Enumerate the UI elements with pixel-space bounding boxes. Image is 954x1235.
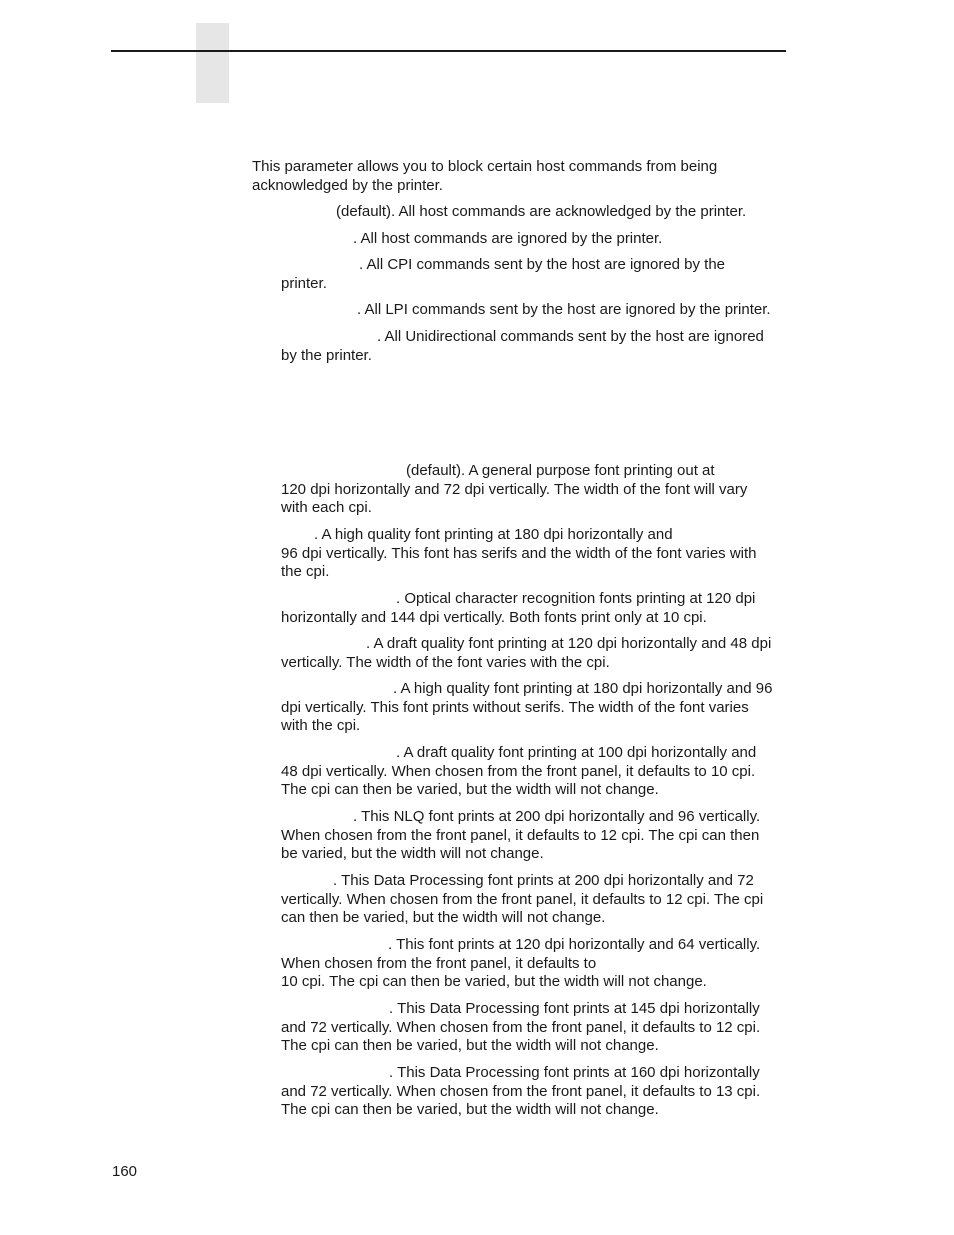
option-line: and 72 vertically. When chosen from the front panel, it defaults to 12 cpi. xyxy=(281,1018,761,1036)
option-line: . This Data Processing font prints at 200 dpi horizontally and 72 xyxy=(333,872,754,889)
chapter-tab xyxy=(196,23,229,103)
option-line: vertically. The width of the font varies with the cpi. xyxy=(281,653,610,671)
font-option xyxy=(281,590,755,627)
option-line: vertically. When chosen from the front panel, it defaults to 12 cpi. The cpi xyxy=(281,890,764,908)
option-line: 96 dpi vertically. This font has serifs and the width of the font varies with xyxy=(281,544,757,562)
header-rule xyxy=(111,50,786,52)
font-option xyxy=(281,462,747,518)
option-line: . This Data Processing font prints at 145 dpi horizontally xyxy=(389,1000,760,1017)
font-option xyxy=(281,872,763,928)
option-line: . This Data Processing font prints at 160 dpi horizontally xyxy=(389,1064,760,1081)
intro-line: acknowledged by the printer. xyxy=(252,176,443,194)
option-line: . Optical character recognition fonts printing at 120 dpi xyxy=(396,590,756,607)
option-line: by the printer. xyxy=(281,346,372,364)
option-line: and 72 vertically. When chosen from the front panel, it defaults to 13 cpi. xyxy=(281,1082,761,1100)
option-line: with the cpi. xyxy=(281,717,361,735)
option-line: 10 cpi. The cpi can then be varied, but the width will not change. xyxy=(281,973,707,991)
page-number: 160 xyxy=(112,1163,138,1180)
host-option xyxy=(281,256,725,293)
option-line: printer. xyxy=(281,274,327,292)
option-line: . A draft quality font printing at 120 dpi horizontally and 48 dpi xyxy=(366,635,772,652)
host-option xyxy=(336,203,746,222)
option-line: When chosen from the front panel, it defaults to xyxy=(281,954,597,972)
font-option xyxy=(281,808,760,864)
option-line: . This NLQ font prints at 200 dpi horizontally and 96 vertically. xyxy=(353,808,761,825)
option-line: . A high quality font printing at 180 dpi horizontally and xyxy=(314,526,673,543)
option-line: the cpi. xyxy=(281,563,330,581)
option-line: dpi vertically. This font prints without serifs. The width of the font varies xyxy=(281,698,749,716)
font-option xyxy=(281,635,771,672)
option-line: When chosen from the front panel, it defaults to 12 cpi. The cpi can then xyxy=(281,826,760,844)
option-line: 120 dpi horizontally and 72 dpi vertically. The width of the font will vary xyxy=(281,480,748,498)
option-line: The cpi can then be varied, but the width will not change. xyxy=(281,781,659,799)
option-line: . All CPI commands sent by the host are ignored by the xyxy=(359,256,726,273)
option-line: can then be varied, but the width will not change. xyxy=(281,909,606,927)
font-option xyxy=(281,526,757,582)
font-option xyxy=(281,680,772,736)
host-option xyxy=(357,301,771,320)
option-line: 48 dpi vertically. When chosen from the front panel, it defaults to 10 cpi. xyxy=(281,762,756,780)
option-line: . A draft quality font printing at 100 dpi horizontally and xyxy=(396,744,757,761)
intro-line: This parameter allows you to block certain host commands from being xyxy=(252,158,718,175)
option-line: . All host commands are ignored by the printer. xyxy=(353,230,663,247)
host-option xyxy=(281,328,764,365)
option-line: with each cpi. xyxy=(281,499,372,517)
font-option xyxy=(281,936,760,992)
option-line: . This font prints at 120 dpi horizontally and 64 vertically. xyxy=(388,936,761,953)
host-option xyxy=(353,230,662,249)
option-line: The cpi can then be varied, but the width will not change. xyxy=(281,1037,659,1055)
font-option xyxy=(281,744,756,800)
option-line: . A high quality font printing at 180 dpi horizontally and 96 xyxy=(393,680,773,697)
option-line: . All Unidirectional commands sent by the host are ignored xyxy=(377,328,764,345)
option-line: The cpi can then be varied, but the width will not change. xyxy=(281,1101,659,1119)
option-line: (default). A general purpose font printing out at xyxy=(406,462,715,479)
option-line: . All LPI commands sent by the host are ignored by the printer. xyxy=(357,301,771,318)
intro-paragraph xyxy=(252,158,717,195)
font-option xyxy=(281,1064,760,1120)
option-line: horizontally and 144 dpi vertically. Both fonts print only at 10 cpi. xyxy=(281,608,707,626)
font-option xyxy=(281,1000,760,1056)
option-line: (default). All host commands are acknowledged by the printer. xyxy=(336,203,747,220)
option-line: be varied, but the width will not change. xyxy=(281,845,544,863)
